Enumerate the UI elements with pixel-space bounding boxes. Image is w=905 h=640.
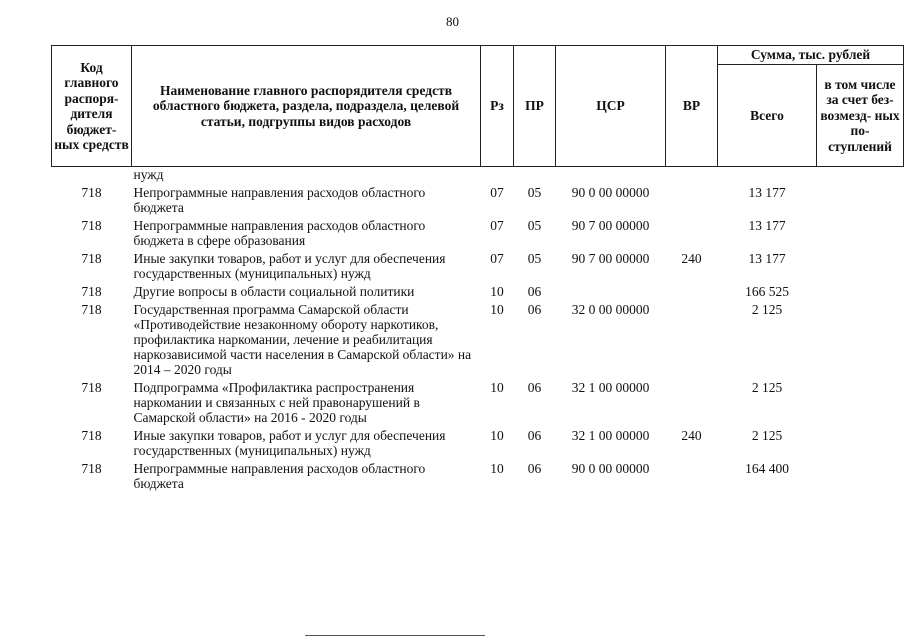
cell-csr xyxy=(556,281,666,299)
cell-csr: 90 0 00 00000 xyxy=(571,185,650,200)
table-row xyxy=(52,182,904,215)
cell-rz: 10 xyxy=(490,284,504,299)
cell-nongrant xyxy=(817,299,904,377)
cell-code xyxy=(52,167,132,183)
cell-csr: 32 1 00 00000 xyxy=(571,428,650,443)
cell-pr: 06 xyxy=(527,461,542,476)
cell-nongrant xyxy=(817,458,904,491)
header-sum: Сумма, тыс. рублей xyxy=(718,46,904,65)
cell-vr xyxy=(666,458,718,491)
cell-vr: 240 xyxy=(681,428,702,443)
cell-code: 718 xyxy=(81,185,102,200)
cell-vr xyxy=(666,182,718,215)
cell-name: Иные закупки товаров, работ и услуг для обеспечения государственных (муниципальных) нужд xyxy=(133,251,446,281)
cell-total: 166 525 xyxy=(745,284,789,299)
cell-rz: 10 xyxy=(490,461,504,476)
cell-pr: 05 xyxy=(527,251,542,266)
table-row xyxy=(52,215,904,248)
table-row xyxy=(52,458,904,491)
cell-pr: 05 xyxy=(527,185,542,200)
cell-nongrant xyxy=(817,281,904,299)
cell-csr: 32 1 00 00000 xyxy=(571,380,650,395)
budget-table xyxy=(51,45,904,491)
cell-code: 718 xyxy=(81,218,102,233)
table-row xyxy=(52,248,904,281)
cell-pr: 06 xyxy=(527,428,542,443)
cell-pr: 05 xyxy=(527,218,542,233)
cell-nongrant xyxy=(817,182,904,215)
cell-rz: 07 xyxy=(490,251,504,266)
cell-name: Государственная программа Самарской области «Противодействие незаконному обороту наркотиков, профилактика наркомании, лечение и реабилитация наркозависимой части населения в Самарской области» на 2014 – 2020 годы xyxy=(133,302,472,377)
cell-name: Подпрограмма «Профилактика распространения наркомании и связанных с ней правонарушений в Самарской области» на 2016 - 2020 годы xyxy=(133,380,420,425)
cell-rz: 10 xyxy=(490,380,504,395)
cell-nongrant xyxy=(817,248,904,281)
cell-vr xyxy=(666,299,718,377)
cell-rz: 07 xyxy=(490,185,504,200)
cell-total: 13 177 xyxy=(748,251,786,266)
cell-pr: 06 xyxy=(527,284,542,299)
table-row xyxy=(52,281,904,299)
cell-rz xyxy=(481,167,514,183)
header-name: Наименование главного распорядителя средств областного бюджета, раздела, подраздела, целевой статьи, подгруппы видов расходов xyxy=(132,46,481,167)
cell-pr xyxy=(514,167,556,183)
cell-code: 718 xyxy=(81,284,102,299)
cell-total: 2 125 xyxy=(751,380,783,395)
cell-rz: 10 xyxy=(490,302,504,317)
cell-code: 718 xyxy=(81,428,102,443)
cell-nongrant xyxy=(817,167,904,183)
header-nongrant: в том числе за счет без- возмезд- ных по- ступлений xyxy=(817,65,904,167)
cell-name: Непрограммные направления расходов областного бюджета xyxy=(133,461,426,491)
cell-name: Непрограммные направления расходов областного бюджета в сфере образования xyxy=(133,218,426,248)
header-csr: ЦСР xyxy=(556,46,666,167)
cell-csr: 32 0 00 00000 xyxy=(571,302,650,317)
cell-nongrant xyxy=(817,377,904,425)
cell-csr xyxy=(556,167,666,183)
cell-total: 2 125 xyxy=(751,302,783,317)
cell-name: Непрограммные направления расходов областного бюджета xyxy=(133,185,426,215)
table-row xyxy=(52,299,904,377)
cell-pr: 06 xyxy=(527,380,542,395)
cell-nongrant xyxy=(817,215,904,248)
cell-total: 164 400 xyxy=(745,461,789,476)
page-number: 80 xyxy=(446,14,459,29)
cell-total: 2 125 xyxy=(751,428,783,443)
cell-rz: 10 xyxy=(490,428,504,443)
cell-total xyxy=(718,167,817,183)
cell-code: 718 xyxy=(81,380,102,395)
cell-csr: 90 7 00 00000 xyxy=(571,251,650,266)
cell-vr xyxy=(666,281,718,299)
cell-total: 13 177 xyxy=(748,218,786,233)
cell-name: нужд xyxy=(133,167,164,182)
cell-code: 718 xyxy=(81,461,102,476)
header-pr: ПР xyxy=(514,46,556,167)
table-row xyxy=(52,377,904,425)
cell-code: 718 xyxy=(81,302,102,317)
cell-vr xyxy=(666,377,718,425)
header-total: Всего xyxy=(718,65,817,167)
cell-pr: 06 xyxy=(527,302,542,317)
table-row xyxy=(52,425,904,458)
header-rz: Рз xyxy=(481,46,514,167)
header-code: Код главного распоря- дителя бюджет- ных средств xyxy=(52,46,132,167)
table-row xyxy=(52,167,904,183)
cell-code: 718 xyxy=(81,251,102,266)
cell-total: 13 177 xyxy=(748,185,786,200)
footer-divider xyxy=(305,635,485,636)
cell-csr: 90 7 00 00000 xyxy=(571,218,650,233)
cell-name: Иные закупки товаров, работ и услуг для обеспечения государственных (муниципальных) нужд xyxy=(133,428,446,458)
header-vr: ВР xyxy=(666,46,718,167)
cell-nongrant xyxy=(817,425,904,458)
cell-vr xyxy=(666,215,718,248)
cell-name: Другие вопросы в области социальной политики xyxy=(133,284,415,299)
cell-vr xyxy=(666,167,718,183)
cell-rz: 07 xyxy=(490,218,504,233)
cell-csr: 90 0 00 00000 xyxy=(571,461,650,476)
cell-vr: 240 xyxy=(681,251,702,266)
